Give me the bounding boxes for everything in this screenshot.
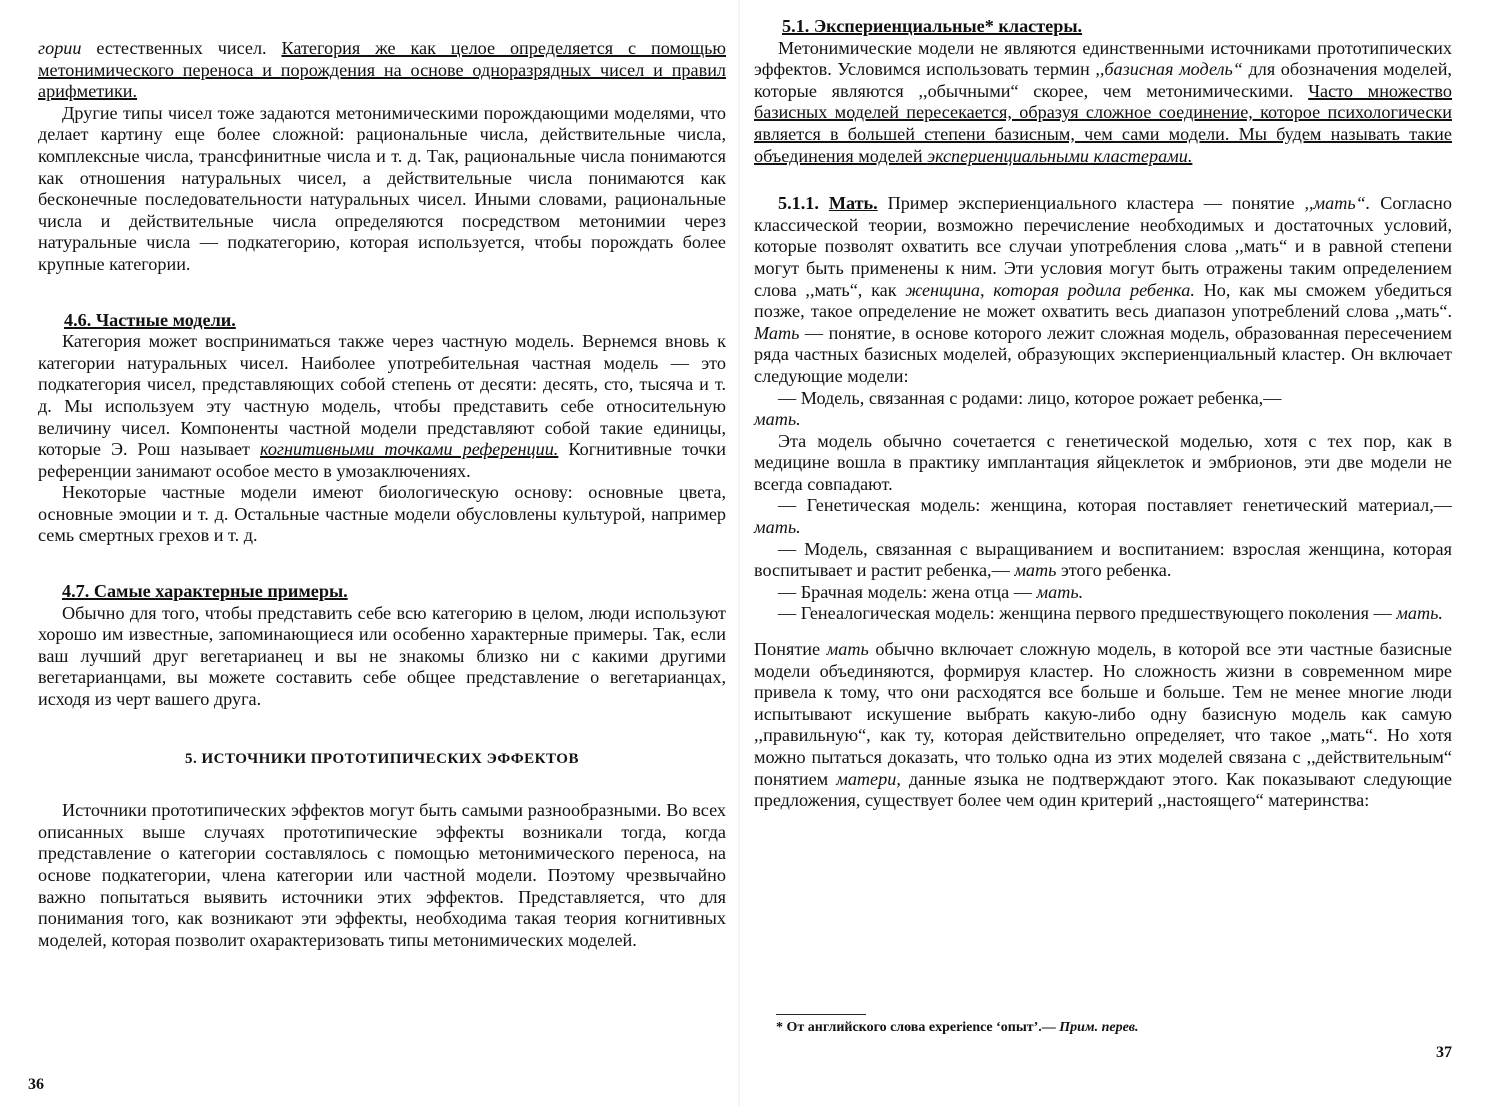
- paragraph-gap: [754, 625, 1452, 639]
- model-nurturance: [754, 539, 1452, 582]
- text-fragment: — понятие, в основе которого лежит сложная модель, образованная пересечением ряда частных базисных моделей, образующих экспериенциальный кластер. Он включает следующие модели:: [754, 322, 1452, 386]
- italic-term: мать.: [754, 409, 801, 430]
- section-heading-5-1: [782, 16, 1452, 38]
- model-genetic: [754, 495, 1452, 538]
- italic-term: Мать: [754, 322, 800, 343]
- text-fragment: — Модель, связанная с родами: лицо, которое рожает ребенка,—: [778, 387, 1282, 408]
- page-number-right: 37: [1436, 1044, 1452, 1061]
- paragraph-typical-examples: Обычно для того, чтобы представить себе всю категорию в целом, люди используют хорошо им известные, запоминающиеся или особенно характерные примеры. Так, если ваш лучший друг вегетарианец и вы не знакомы близко ни с какими другими вегетарианцами, вы можете составить себе общее представление о вегетарианцах, исходя из черт вашего друга.: [38, 602, 726, 710]
- heading-text: 5.1. Экспериенциальные* кластеры.: [782, 16, 1083, 36]
- model-marital: [754, 582, 1452, 604]
- footnote-text: * От английского слова experience ‘опыт’.—: [776, 1020, 1060, 1035]
- text-fragment: Когнитивные точки референции занимают особое место в умозаключениях.: [38, 439, 726, 481]
- italic-term: мать: [826, 639, 869, 660]
- text-fragment: Категория может восприниматься также через частную модель. Вернемся вновь к категории натуральных чисел. Наиболее употребительная частная модель — это подкатегория чисел, представляющих собой степень от десяти: десять, сто, тысяча и т. д. Мы используем эту частную модель, чтобы представить себе относительную величину чисел. Компоненты частной модели представляют собой такие единицы, которые Э. Рош называет: [38, 331, 726, 460]
- model-birth-note: Эта модель обычно сочетается с генетической моделью, хотя с тех пор, как в медицине вошла в практику имплантация яйцеклеток и эмбрионов, эти две модели не всегда совпадают.: [754, 430, 1452, 494]
- paragraph-metonymic-models: [754, 38, 1452, 168]
- underlined-fragment: Категория же как целое определяется с помощью метонимического переноса и порождения на основе одноразрядных чисел и правил арифметики.: [38, 38, 726, 102]
- underlined-fragment: Часто множество базисных моделей пересекается, образуя сложное соединение, которое психологически является в большей степени базисным, чем сами модели. Мы будем называть такие объединения моделей: [754, 80, 1452, 166]
- section-heading-4-6: [64, 310, 726, 332]
- page-number-left: 36: [28, 1076, 44, 1093]
- model-birth: [754, 388, 1452, 410]
- chapter-heading-5: 5. ИСТОЧНИКИ ПРОТОТИПИЧЕСКИХ ЭФФЕКТОВ: [185, 750, 579, 767]
- paragraph-sources: Источники прототипических эффектов могут быть самыми разнообразными. Во всех описанных выше случаях прототипические эффекты возникали тогда, когда представление о категории составлялось с помощью метонимического переноса, на основе подкатегории, члена категории или частной модели. Поэтому чрезвычайно важно попытаться выявить источники этих эффектов. Представляется, что для понимания того, как возникают эти эффекты, необходима такая теория когнитивных моделей, которая позволит охарактеризовать типы метонимических моделей.: [38, 800, 726, 950]
- paragraph-particular-models: [38, 331, 726, 482]
- text-fragment: данные языка не подтверждают этого. Как показывают следующие предложения, существует более чем один критерий ,,настоящего“ материнства:: [754, 768, 1452, 811]
- left-page: [0, 0, 740, 1106]
- text-fragment: — Брачная модель: жена отца —: [778, 581, 1037, 602]
- footnote-italic: Прим. перев.: [1059, 1020, 1139, 1035]
- italic-fragment: гории: [38, 38, 82, 58]
- paragraph-cluster: [754, 639, 1452, 812]
- italic-term: мать.: [1036, 581, 1084, 602]
- model-genealogical: [754, 603, 1452, 625]
- right-page: [740, 0, 1500, 1106]
- left-text-column: [38, 38, 726, 951]
- right-text-column: [754, 16, 1452, 812]
- text-fragment: — Модель, связанная с выращиванием и воспитанием: взрослая женщина, которая воспитывает и растит ребенка,—: [754, 538, 1452, 581]
- text-fragment: Метонимические модели не являются единственными источниками прототипических эффектов. Условимся использовать термин: [754, 37, 1452, 80]
- subsection-title: Мать.: [828, 193, 878, 214]
- italic-term: мать.: [754, 517, 801, 538]
- italic-term: экспериенциальными кластерами.: [927, 145, 1193, 166]
- subsection-number: 5.1.1.: [778, 193, 819, 214]
- italic-term: женщина, которая родила ребенка.: [905, 279, 1195, 300]
- text-fragment: — Генеалогическая модель: женщина первого предшествующего поколения —: [778, 603, 1397, 624]
- model-birth-term: [754, 409, 1452, 431]
- text-fragment: для обозначения моделей, которые являются ,,обычными“ скорее, чем метонимическими.: [754, 59, 1452, 101]
- italic-term: мать: [1014, 560, 1057, 581]
- paragraph-biological-models: Некоторые частные модели имеют биологическую основу: основные цвета, основные эмоции и т. д. Остальные частные модели обусловлены культурой, например семь смертных грехов и т. д.: [38, 482, 726, 546]
- italic-term: матери,: [836, 768, 901, 789]
- footnote: [776, 1020, 1139, 1036]
- text-fragment: Согласно классической теории, возможно перечисление необходимых и достаточных условий, которые позволят охватить все случаи употребления слова ,,мать“ и в равной степени могут быть применены к ним. Эти условия могут быть отражены таким определением слова ,,мать“, как: [754, 193, 1453, 300]
- text-fragment: Понятие: [754, 639, 827, 660]
- text-fragment: естественных чисел.: [81, 38, 282, 58]
- footnote-rule: [776, 1014, 866, 1015]
- italic-term: мать.: [1396, 603, 1443, 624]
- text-fragment: Но, как мы сможем убедиться позже, такое определение не может охватить весь диапазон употреблений слова ,,мать“.: [754, 279, 1453, 322]
- text-fragment: Пример экспериенциального кластера — понятие: [877, 193, 1305, 214]
- text-fragment: этого ребенка.: [1056, 560, 1172, 581]
- paragraph-continuation: [38, 38, 726, 103]
- heading-text: 4.7. Самые характерные примеры.: [62, 581, 348, 602]
- italic-term: ,,мать“.: [1304, 193, 1371, 214]
- italic-term: ,,базисная модель“: [1095, 59, 1243, 80]
- text-fragment: — Генетическая модель: женщина, которая поставляет генетический материал,—: [778, 495, 1452, 516]
- text-fragment: обычно включает сложную модель, в которой все эти частные базисные модели объединяются, формируя кластер. Но сложность жизни в современном мире привела к тому, что они расходятся все больше и больше. Тем не менее многие люди испытывают искушение выбрать какую-либо одну базисную модель как самую ,,правильную“, как ту, которая действительно определяет, что такое ,,мать“. Но хотя можно пытаться доказать, что только одна из этих моделей связана с ,,действительным“ понятием: [754, 639, 1452, 789]
- section-heading-4-7: [62, 581, 726, 603]
- paragraph-number-types: Другие типы чисел тоже задаются метонимическими порождающими моделями, что делает картину еще более сложной: рациональные числа, действительные числа, комплексные числа, трансфинитные числа и т. д. Так, рациональные числа понимаются как отношения натуральных чисел, а действительные числа понимаются как бесконечные последовательности натуральных чисел. Иными словами, рациональные числа и действительные числа определяются посредством метонимии через натуральные числа — подкатегорию, которая используется, чтобы порождать более крупные категории.: [38, 102, 726, 274]
- italic-term: когнитивными точками референции.: [260, 439, 559, 460]
- heading-text: 4.6. Частные модели.: [64, 309, 236, 330]
- paragraph-mother: [754, 193, 1452, 387]
